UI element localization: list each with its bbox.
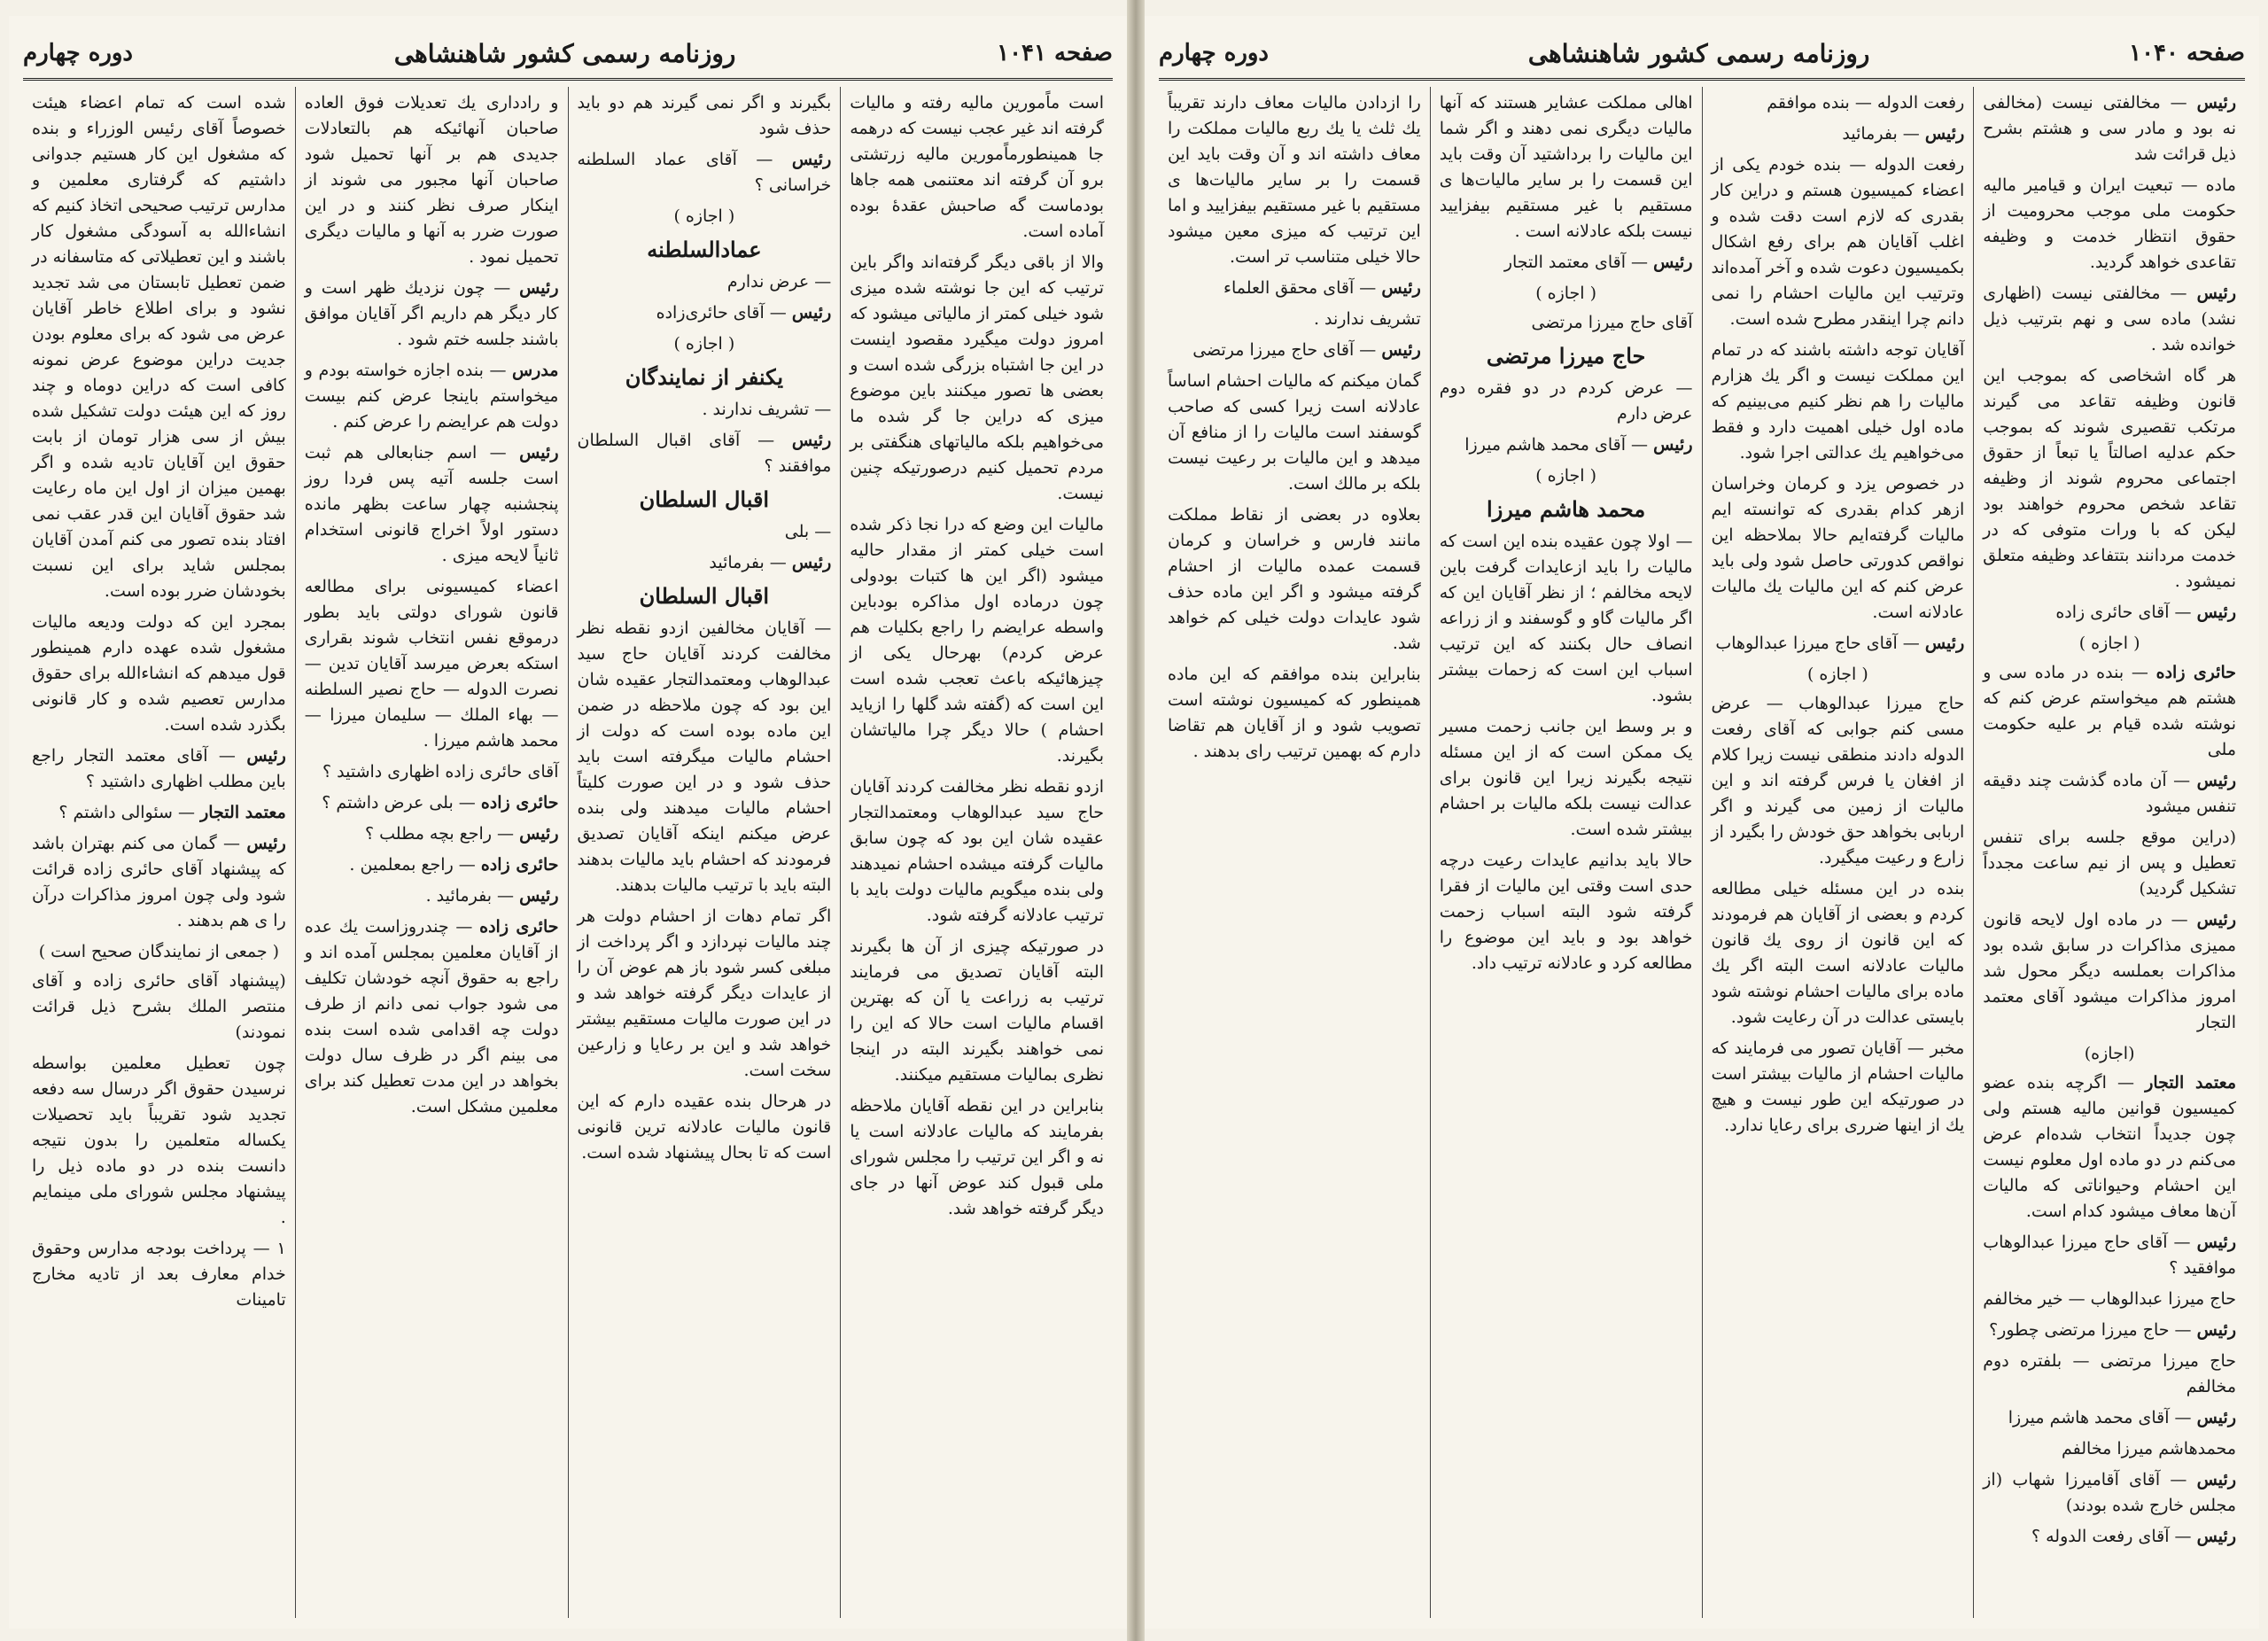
speech-paragraph [1983,1318,2236,1343]
speaker-name: رئیس [2196,771,2236,790]
speech-text: — راجع بچه مطلب ؟ [365,824,520,844]
body-paragraph: محمدهاشم میرزا مخالفم [2062,1439,2236,1458]
speech-text: — آقای محمد هاشم میرزا [2008,1408,2197,1427]
body-paragraph: رفعت الدوله — بنده خودم یکی از اعضاء کمیسیون هستم و دراین کار بقدری که لازم است دقت شده و اغلب آقایان هم برای رفع اشکال بکمیسیون دعوت شده و آخر آمده‌اند وترتیب این مالیات احشام را نمی دانم چرا اینقدر مطرح شده است. [1711,155,1965,329]
speaker-heading: اقبال السلطان [639,486,770,512]
body-paragraph: ازدو نقطه نظر مخالفت کردند آقایان حاج سید عبدالوهاب ومعتمدالتجار عقیده شان این بود که چون سابق مالیات گرفته میشده احشام نمیدهند ولی بنده میگویم مالیات دولت باید با ترتیب عادلانه گرفته شود. [850,777,1104,925]
speech-paragraph [1168,338,1421,363]
body-paragraph: بگیرند و اگر نمی گیرند هم دو باید حذف شود [577,93,832,138]
body-paragraph: رفعت الدوله — بنده موافقم [1767,93,1965,113]
speaker-name: رئیس [791,150,832,169]
body-paragraph: شده است که تمام اعضاء هیئت خصوصاً آقای رئیس الوزراء و بنده که مشغول این کار هستیم جدوانی داشتیم که گرفتاری معلمین و مدارس ترتیب صحیحی اتخاذ کنیم که انشاءالله به آسودگی مشغول کار باشند و این تعطیلاتی که متاسفانه در ضمن تعطیل تابستان می شد تجدید نشود و برای اطلاع خاطر آقایان عرض می شود که برای معلوم بودن جدیت دراین موضوع عرض نمونه کافی است که دراین دوماه و چند روز که این هیئت دولت تشکیل شده بیش از سی هزار تومان از بابت حقوق این آقایان تادیه شده و اگر بهمین میزان از اول این ماه رعایت شد حقوق آقایان این قدر عقب نمی افتاد بنده تصور می کنم آمدن آقایان بمجلس شاید برای این نسبت بخودشان ضرر بوده است. [32,93,286,601]
body-paragraph: است ماًمورین مالیه رفته و مالیات گرفته اند غیر عجب نیست که درهمه جا همینطورماًمورین مالیه زرتشتی برو آن گرفته اند معتنمی همه جاها بودماست گه صاحبش عقدهٔ بوده آماده است. [850,93,1104,241]
speaker-name: معتمد التجار [2145,1073,2236,1093]
stage-note: (اجازه) [2084,1044,2135,1063]
body-paragraph: حاج میرزا عبدالوهاب — عرض مسی کنم جوابی که آقای رفعت الدوله دادند منطقی نیست زیرا کلام از افغان یا فرس گرفته اند و این مالیات از زمین می گیرند و اگر اربابی بخواهد حق خودش را بگیرد از زارع و رعیت میگیرد. [1711,694,1965,867]
speaker-name: رئیس [519,443,559,463]
text-column [1430,87,1702,1618]
body-paragraph: والا از باقی دیگر گرفته‌اند واگر باین ترتیب که این جا نوشته شده میزی شود خیلی کمتر از مالیاتی میشود که امروز دولت میگیرد مقصود اینست در این جا اشتباه بزرگی شده است و بعضی ها تصور میکنند باین موضوع میزی که دراین جا گر شده ما می‌خواهیم بلکه مالیاتهای هنگفتی بر مردم تحمیل کنیم درصورتیکه چنین نیست. [850,253,1104,503]
body-paragraph: حالا باید بدانیم عایدات رعیت درچه حدی است وقتی این مالیات از فقرا گرفته شود البته اسباب زحمت خواهد بود و باید این موضوع را مطالعه کرد و عادلانه ترتیب داد. [1439,851,1693,973]
speaker-heading: یکنفر از نمایندگان [625,364,784,390]
session-label: دوره چهارم [1159,40,1270,66]
speech-paragraph [1983,281,2236,358]
speaker-name: رئیس [519,278,559,298]
speech-text: — آقای حائری زاده [2055,603,2197,622]
page-header [23,28,1113,81]
speech-paragraph [1983,1230,2236,1281]
left-page [9,16,1127,1629]
body-paragraph: آقایان توجه داشته باشند که در تمام این مملکت نیست و اگر یك هزارم مالیات را هم نظر کنیم می‌بینیم که ماده اول خیلی اهمیت دارد و فقط می‌خواهیم یك عدالتی اجرا شود. [1711,340,1965,463]
speech-paragraph [578,300,832,326]
speech-paragraph [1440,250,1693,276]
speech-paragraph [1983,1070,2236,1225]
newspaper-title: روزنامه رسمی کشور شاهنشاهی [393,38,736,68]
speech-paragraph [32,831,286,934]
body-paragraph: — عرض کردم در دو فقره دوم عرض دارم [1439,378,1693,424]
session-label: دوره چهارم [23,40,134,66]
speech-paragraph [305,358,559,435]
speaker-name: مدرس [511,361,559,380]
body-paragraph: بنابراین در این نقطه آقایان ملاحظه بفرمایند که مالیات عادلانه است یا نه و اگر این ترتیب را مجلس شورای ملی قبول کند عوض آنها در جای دیگر گرفته خواهد شد. [850,1096,1104,1218]
speech-paragraph [32,743,286,795]
speaker-name: رئیس [1924,124,1965,144]
body-paragraph: چون تعطیل معلمین بواسطه نرسیدن حقوق اگر درسال سه دفعه تجدید شود تقریباً باید تحصیلات یکساله متعلمین را بدون نتیجه دانست بنده در دو ماده ذیل را پیشنهاد مجلس شورای ملی مینمایم . [32,1054,286,1227]
speech-paragraph [305,790,559,816]
speech-paragraph [32,800,286,826]
speech-text: — در ماده اول لایحه قانون ممیزی مذاکرات در سابق شده بود مذاکرات بعملسه دیگر محول شد امروز مذاکرات میشود آقای معتمد التجار [1983,910,2236,1032]
speaker-name: رئیس [519,886,559,906]
body-paragraph: — عرض ندارم [726,272,832,292]
speaker-name: رئیس [2196,1233,2236,1252]
speech-paragraph [305,276,559,353]
speech-paragraph [578,428,832,479]
speech-text: — اسم جنابعالی هم ثبت است جلسه آتیه پس فردا روز پنجشنبه چهار ساعت بظهر مانده دستور اولاً اخراج قانونی استخدام ثانیاً لایحه میزی . [304,443,559,565]
speech-paragraph [1712,121,1965,147]
stage-note: ( اجازه ) [1535,466,1597,486]
speaker-name: رئیس [2196,1527,2236,1546]
speech-text: — آقای عماد السلطنه خراسانی ؟ [577,150,832,195]
text-column [568,87,841,1618]
newspaper-title: روزنامه رسمی کشور شاهنشاهی [1527,38,1870,68]
page-number: صفحه ۱۰۴۱ [997,40,1113,66]
body-paragraph: هر گاه اشخاصی که بموجب این قانون وظیفه تقاعد می گیرند مرتکب تقصیری شوند که بموجب حکم عدلیه اصالتاً یا تبعاً از حقوق اجتماعی محروم شوند از وظیفه تقاعد شخص محروم خواهند بود لیکن که با ورات متوفی که در خدمت مردانند بتتفاعد وظیفه متعلق نمیشود . [1983,366,2236,591]
speech-text: — آقای محقق العلماء [1223,278,1382,298]
speaker-name: حائری زاده [479,917,559,937]
speech-paragraph [1983,1524,2236,1550]
body-paragraph: در هرحال بنده عقیده دارم که این قانون مالیات عادلانه ترین قانونی است که تا بحال پیشنهاد شده است. [577,1092,832,1163]
speech-text: — آقای حاج میرزا عبدالوهاب موافقید ؟ [1983,1233,2236,1278]
speech-text: — چون نزدیك ظهر است و کار دیگر هم داریم اگر آقایان موافق باشند جلسه ختم شود . [304,278,559,349]
speech-text: — مخالفتی نیست (مخالفی نه بود و مادر سی و هشتم بشرح ذیل قرائت شد [1983,93,2236,164]
speech-text: — بنده اجازه خواسته بودم و میخواستم باینجا عرض کنم بیست دولت هم عرایضم را عرض کنم . [304,361,559,432]
body-paragraph: — تشریف ندارند . [702,400,832,419]
speech-paragraph [305,914,559,1120]
body-paragraph: بنده در این مسئله خیلی مطالعه کردم و بعضی از آقایان هم فرمودند که این قانون از روی یك قانون مالیات عادلانه است البته اگر یك ماده برای مالیات احشام نوشته شود بایستی عدالت در آن رعایت شود. [1711,879,1965,1027]
speech-paragraph [1983,90,2236,167]
body-paragraph: بنابراین بنده موافقم که این ماده همینطور که کمیسیون نوشته است تصویب شود و از آقایان هم تقاضا دارم که بهمین ترتیب رای بدهند . [1168,665,1421,761]
body-paragraph: — آقایان مخالفین ازدو نقطه نظر مخالفت کردند آقایان حاج سید عبدالوهاب ومعتمدالتجار عقیده شان این بود که چون ملاحظه در ضمن این ماده بوده است که دولت از احشام مالیات میگرفته است باید حذف شود و در این صورت کلیتاً احشام مالیات میدهند ولی بنده عرض میکنم اینکه آقایان تصدیق فرمودند که احشام باید مالیات بدهند البته باید با ترتیب مالیات بدهند. [577,618,832,895]
text-column [23,87,295,1618]
body-paragraph: ماده — تبعیت ایران و قیامیر مالیه حکومت ملی موجب محرومیت از حقوق انتظار خدمت و وظیفه تقاعدی خواهد گردید. [1983,175,2236,272]
body-paragraph: در خصوص یزد و کرمان وخراسان ازهر کدام بقدری که توانسته ایم مالیات گرفته‌ایم حالا بملاحظه این نواقص کدورتی حاصل شود ولی باید عرض کنم که این مالیات یك مالیات عادلانه است. [1711,474,1965,622]
stage-note: ( اجازه ) [1806,665,1868,684]
speech-text: — حاج میرزا مرتضی چطور؟ [1989,1320,2197,1340]
speech-paragraph [1712,631,1965,657]
speaker-name: رئیس [2196,1320,2236,1340]
body-paragraph: اعضاء کمیسیونی برای مطالعه قانون شورای دولتی باید بطور درموقع نفس انتخاب شوند بقراری استکه بعرض میرسد آقایان تدین — نصرت الدوله — حاج نصیر السلطنه — بهاء الملك — سلیمان میرزا — محمد هاشم میرزا . [304,577,559,751]
speech-text: — آقای حائری‌زاده [656,303,792,323]
stage-note: ( اجازه ) [1535,284,1597,303]
speech-text: — آقای آقامیرزا شهاب (از مجلس خارج شده بودند) [1983,1470,2236,1515]
body-paragraph: تشریف ندارند . [1313,309,1421,329]
speech-paragraph [305,852,559,878]
body-paragraph: (پیشنهاد آقای حائری زاده و آقای منتصر الملك بشرح ذیل قرائت نمودند) [32,971,286,1042]
speaker-name: رئیس [2196,93,2236,113]
speaker-name: رئیس [791,553,832,572]
speaker-name: رئیس [2196,1470,2236,1489]
speech-text: — بنده در ماده سی و هشتم هم میخواستم عرض کنم که نوشته شده قیام بر علیه حکومت ملی [1983,663,2236,759]
speaker-name: حائری زاده [2155,663,2236,682]
speech-text: — بلی عرض داشتم ؟ [322,793,481,813]
speaker-name: رئیس [1924,634,1965,653]
speech-text: — آقای حاج میرزا مرتضی [1192,340,1382,360]
body-paragraph: بعلاوه در بعضی از نقاط مملکت مانند فارس و خراسان و کرمان قسمت عمده مالیات از احشام گرفته میشود و اگر این ماده حذف شود عایدات دولت خیلی کم خواهد شد. [1168,505,1421,653]
speech-paragraph [1440,432,1693,458]
body-paragraph: در صورتیکه چیزی از آن ها بگیرند البته آقایان تصدیق می فرمایند ترتیب به زراعت یا آن که بهترین اقسام مالیات است حالا که این را نمی خواهند بگیرند البته در اینجا نظری بمالیات مستقیم میکنند. [850,937,1104,1085]
speech-paragraph [1983,907,2236,1036]
speaker-name: رئیس [2196,910,2236,929]
stage-note: ( جمعی از نمایندگان صحیح است ) [38,942,280,961]
body-paragraph: و بر وسط این جانب زحمت مسیر یک ممکن است که از این مسئله نتیجه بگیرند زیرا این قانون برای عدالت نیست بلکه مالیات بر احشام بیشتر شده است. [1439,717,1693,839]
body-paragraph: اگر تمام دهات از احشام دولت هر چند مالیات نپردازد و اگر پرداخت از مبلغی کسر شود باز هم عوض آن را از عایدات دیگر گرفته خواهد شد و در این صورت مالیات مستقیم بیشتر خواهد شد و این بر رعایا و زارعین سخت است. [577,906,832,1080]
body-paragraph: بمجرد این که دولت ودیعه مالیات مشغول شده عهده دارم همینطور قول میدهم که انشاءالله برای حقوق مدارس تعصیم شده و کار قانونی بگذرد شده است. [32,612,286,735]
columns [1159,87,2245,1618]
speech-text: — آقای حاج میرزا عبدالوهاب [1715,634,1925,653]
body-paragraph: — اولا چون عقیده بنده این است که مالیات را باید ازعایدات گرفت باین لایحه مخالفم ؛ از نظر آقایان این که اگر مالیات گاو و گوسفند و از زراعه انصاف حال بکنند که این ترتیب اسباب این است که زحمات بیشتر بشود. [1439,532,1693,705]
body-paragraph: — بلی [784,522,832,541]
page-header [1159,28,2245,81]
speaker-name: رئیس [2196,1408,2236,1427]
speech-paragraph [305,440,559,569]
speech-paragraph [1983,1405,2236,1431]
speech-text: — گمان می کنم بهتران باشد که پیشنهاد آقای حائری زاده قرائت شود ولی چون امروز مذاکرات درآن را ی هم بدهند . [32,834,286,930]
speaker-name: رئیس [246,746,286,766]
text-column [295,87,568,1618]
speech-text: — آقای معتمد التجار [1503,253,1654,272]
stage-note: ( اجازه ) [673,334,735,354]
speaker-name: رئیس [1653,435,1693,455]
right-page [1145,16,2259,1629]
speaker-name: رئیس [1653,253,1693,272]
speech-text: — آقای معتمد التجار راجع باین مطلب اظهاری داشتید ؟ [32,746,286,791]
speech-paragraph [578,147,832,198]
page-gutter [1127,0,1145,1641]
body-paragraph: ۱ — پرداخت بودجه مدارس وحقوق خدام معارف بعد از تادیه مخارج تامینات [32,1239,286,1310]
speech-text: — بفرمائید [709,553,792,572]
speech-paragraph [305,821,559,847]
speech-text: — چندروزاست یك عده از آقایان معلمین بمجلس آمده اند و راجع به حقوق آنچه خودشان تکلیف می شود جواب نمی دانم از طرف دولت چه اقدامی شده است بنده می بینم اگر در ظرف سال دولت بخواهد در این مدت تعطیل کند برای معلمین مشکل است. [304,917,559,1116]
text-column [1973,87,2245,1618]
speech-paragraph [1983,1467,2236,1519]
speaker-name: رئیس [246,834,286,853]
speech-paragraph [578,550,832,576]
body-paragraph: آقای حاج میرزا مرتضی [1531,313,1693,332]
stage-note: ( اجازه ) [673,206,735,226]
body-paragraph: مالیات این وضع که درا نجا ذکر شده است خیلی کمتر از مقدار حالیه میشود (اگر این ها کتبات بودولی چون درماده اول مذاکره بودباین واسطه عرایضم را راجع بکلیات هم عرض کردم) بهرحال یکی از چیزهائیکه باعث تعجب شده است این است که (گفته شد گلها را ازیاید احشام ) حالا دیگر چرا مالیاتشان بگیرند. [850,515,1104,766]
text-column [1702,87,1974,1618]
speaker-name: معتمد التجار [200,803,286,822]
speech-text: — اگرچه بنده عضو کمیسیون قوانین مالیه هستم ولی چون جدیداً انتخاب شده‌ام عرض می‌کنم در دو ماده اول معلوم نیست این احشام وحیواناتی که مالیات آن‌ها معاف میشود کدام است. [1983,1073,2236,1221]
body-paragraph: حاج میرزا عبدالوهاب — خیر مخالفم [1983,1289,2236,1309]
speaker-name: رئیس [1381,278,1421,298]
body-paragraph: و رادداری یك تعدیلات فوق العاده صاحبان آنهائیکه هم بالتعادلات جدیدی هم بر آنها تحمیل شود صاحبان آنها مجبور می شوند از اینکار صرف نظر کنند و در این صورت ضرر به آنها و مالیات دیگری تحمیل نمود . [304,93,559,267]
speech-paragraph [305,883,559,909]
body-paragraph: حاج میرزا مرتضی — بلفتره دوم مخالفم [1983,1351,2236,1396]
columns [23,87,1113,1618]
speech-text: — آن ماده گذشت چند دقیقه تنفس میشود [1983,771,2236,816]
speech-text: — بفرمائید [1842,124,1925,144]
stage-note: ( اجازه ) [2078,634,2140,653]
speech-paragraph [1983,600,2236,626]
speaker-name: رئیس [2196,284,2236,303]
speech-text: — سئوالی داشتم ؟ [58,803,201,822]
speech-text: — راجع بمعلمین . [349,855,481,875]
speech-paragraph [1983,768,2236,820]
body-paragraph: آقای حائری زاده اظهاری داشتید ؟ [322,762,559,782]
speaker-name: رئیس [1381,340,1421,360]
speech-text: — مخالفتی نیست (اظهاری نشد) ماده سی و نهم بترتیب ذیل خوانده شد . [1983,284,2236,354]
speaker-heading: اقبال السلطان [639,583,770,609]
speaker-name: رئیس [791,431,832,450]
speech-text: — آقای محمد هاشم میرزا [1464,435,1654,455]
speech-text: — بفرمائید . [425,886,520,906]
page-number: صفحه ۱۰۴۰ [2129,40,2245,66]
speech-text: — آقای اقبال السلطان موافقند ؟ [577,431,832,476]
speech-text: — آقای رفعت الدوله ؟ [2031,1527,2197,1546]
text-column [1159,87,1430,1618]
speaker-name: حائری زاده [480,855,559,875]
speaker-heading: عمادالسلطنه [647,237,762,262]
body-paragraph: گمان میکنم که مالیات احشام اساساً عادلانه است زیرا کسی که صاحب گوسفند است مالیات را از منافع آن میدهد و این مالیات بر رعیت نیست بلکه بر مالك است. [1168,371,1421,494]
speaker-heading: حاج میرزا مرتضی [1486,343,1646,369]
text-column [840,87,1113,1618]
speaker-name: رئیس [519,824,559,844]
speaker-name: رئیس [2196,603,2236,622]
speaker-name: رئیس [791,303,832,323]
speech-paragraph [1168,276,1421,301]
body-paragraph: مخبر — آقایان تصور می فرمایند که مالیات احشام از مالیات بیشتر است در صورتیکه این طور نیست و هیچ یك از اینها ضرری برای رعایا ندارد. [1711,1038,1965,1135]
body-paragraph: (دراین موقع جلسه برای تنفس تعطیل و پس از نیم ساعت مجدداً تشکیل گردید) [1983,828,2236,898]
body-paragraph: را ازدادن مالیات معاف دارند تقریباً یك ثلث یا یك ربع مالیات مملکت را معاف داشته اند و آن وقت باید این قسمت را بر سایر مالیات‌ها ی مستقیم با غیر مستقیم بیفزایید و اما این ترتیب که میزی معین میشود حالا خیلی متناسب تر است. [1168,93,1421,267]
speaker-heading: محمد هاشم میرزا [1487,496,1646,522]
speaker-name: حائری زاده [480,793,559,813]
body-paragraph: اهالی مملکت عشایر هستند که آنها مالیات دیگری نمی دهند و اگر شما این مالیات را برداشتید آن وقت باید این قسمت را بر سایر مالیات‌ها ی مستقیم با غیر مستقیم بیفزایید نیست بلکه عادلانه است . [1439,93,1693,241]
speech-paragraph [1983,660,2236,763]
